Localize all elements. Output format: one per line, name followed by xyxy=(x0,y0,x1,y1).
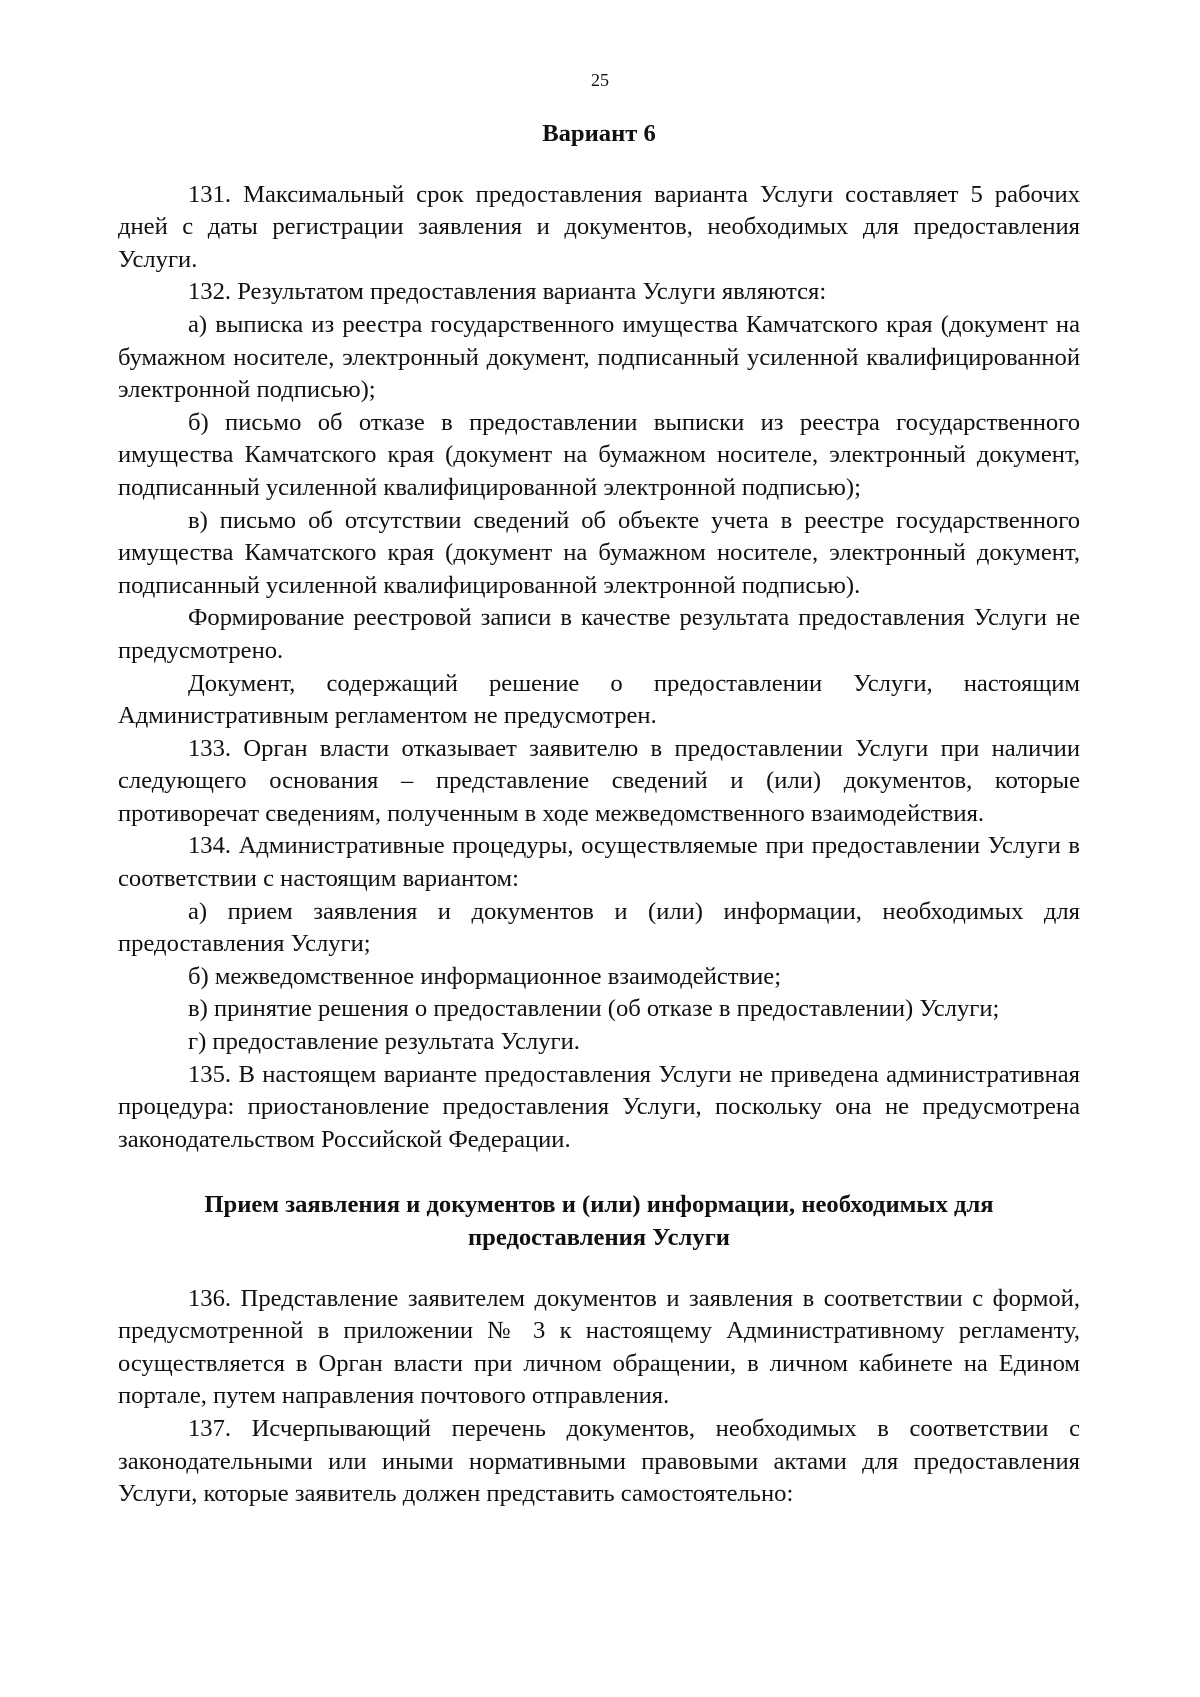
paragraph-decision-document: Документ, содержащий решение о предоставлении Услуги, настоящим Административным регламентом не предусмотрен. xyxy=(118,669,1080,730)
paragraph-134-b: б) межведомственное информационное взаимодействие; xyxy=(188,962,782,990)
page-number: 25 xyxy=(591,70,609,90)
paragraph-137: 137. Исчерпывающий перечень документов, необходимых в соответствии с законодательными или иными нормативными правовыми актами для предоставления Услуги, которые заявитель должен представить самостоятельно: xyxy=(118,1414,1080,1508)
variant-heading: Вариант 6 xyxy=(542,120,656,147)
paragraph-registry-record: Формирование реестровой записи в качестве результата предоставления Услуги не предусмотрено. xyxy=(118,604,1080,664)
paragraph-132-b: б) письмо об отказе в предоставлении выписки из реестра государственного имущества Камчатского края (документ на бумажном носителе, электронный документ, подписанный усиленной квалифицированной электронной подписью); xyxy=(118,408,1080,501)
paragraph-132-v: в) письмо об отсутствии сведений об объекте учета в реестре государственного имущества Камчатского края (документ на бумажном носителе, электронный документ, подписанный усиленной квалифицированной электронной подписью). xyxy=(118,506,1080,599)
paragraph-136: 136. Представление заявителем документов и заявления в соответствии с формой, предусмотренной в приложении № 3 к настоящему Административному регламенту, осуществляется в Орган власти при личном обращении, в личном кабинете на Едином портале, путем направления почтового отправления. xyxy=(118,1284,1080,1410)
paragraph-134-v: в) принятие решения о предоставлении (об отказе в предоставлении) Услуги; xyxy=(188,995,1000,1023)
paragraph-132-a: а) выписка из реестра государственного имущества Камчатского края (документ на бумажном носителе, электронный документ, подписанный усиленной квалифицированной электронной подписью); xyxy=(118,310,1080,404)
paragraph-134: 134. Административные процедуры, осуществляемые при предоставлении Услуги в соответствии с настоящим вариантом: xyxy=(118,832,1080,893)
paragraph-135: 135. В настоящем варианте предоставления Услуги не приведена административная процедура: приостановление предоставления Услуги, поскольку она не предусмотрена законодательством Российской Федерации. xyxy=(118,1060,1080,1153)
section-heading: Прием заявления и документов и (или) информации, необходимых для предоставления Услуги xyxy=(204,1191,994,1251)
paragraph-132: 132. Результатом предоставления варианта Услуги являются: xyxy=(188,278,827,306)
paragraph-131: 131. Максимальный срок предоставления варианта Услуги составляет 5 рабочих дней с даты регистрации заявления и документов, необходимых для предоставления Услуги. xyxy=(118,180,1080,273)
document-body xyxy=(118,118,1080,1511)
paragraph-134-g: г) предоставление результата Услуги. xyxy=(188,1028,580,1056)
paragraph-134-a: а) прием заявления и документов и (или) информации, необходимых для предоставления Услуги; xyxy=(118,897,1080,958)
paragraph-133: 133. Орган власти отказывает заявителю в предоставлении Услуги при наличии следующего основания – представление сведений и (или) документов, которые противоречат сведениям, полученным в ходе межведомственного взаимодействия. xyxy=(118,734,1080,827)
